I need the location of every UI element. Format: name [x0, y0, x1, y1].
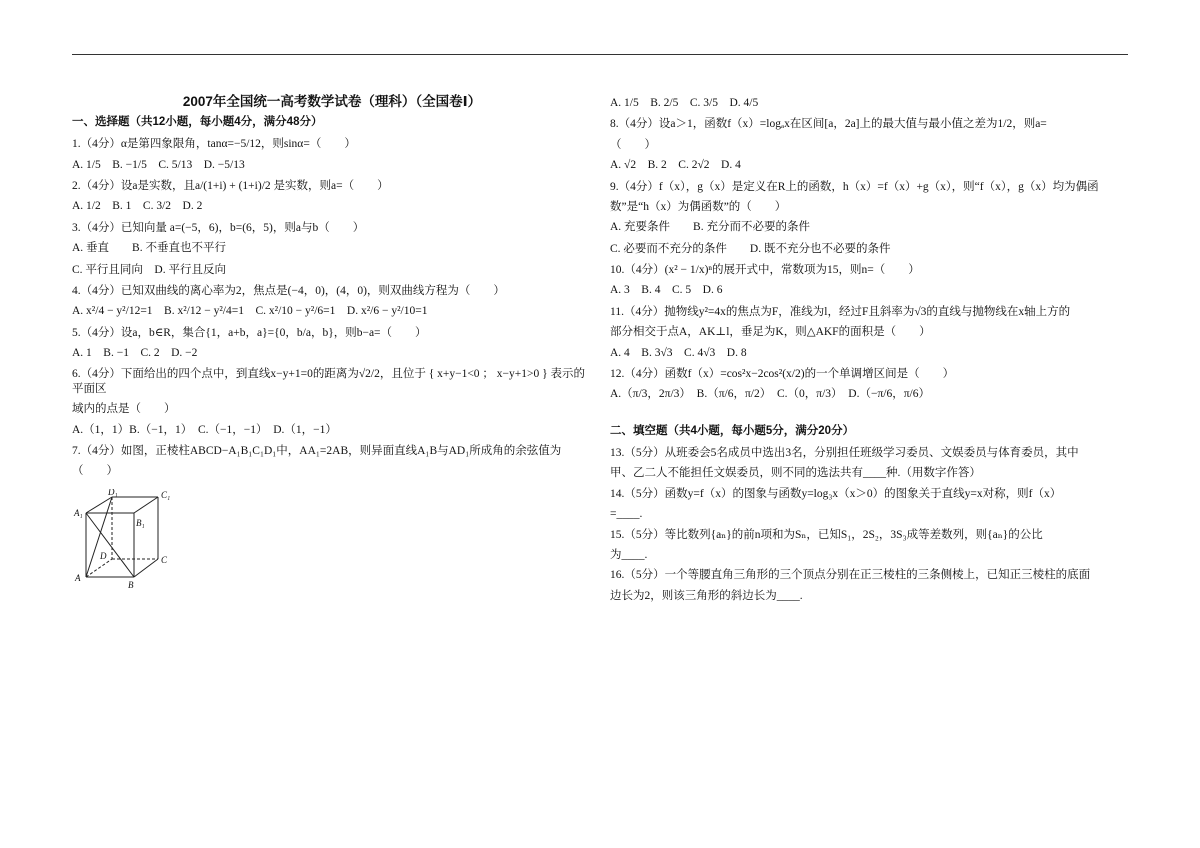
question-12: 12.（4分）函数f（x）=cos²x−2cos²(x/2)的一个单调增区间是（ ） — [610, 367, 955, 380]
question-6-options: A.（1，1）B.（−1，1） C.（−1，−1） D.（1，−1） — [72, 423, 337, 436]
question-7-options: A. 1/5 B. 2/5 C. 3/5 D. 4/5 — [610, 97, 759, 109]
label-c: C — [161, 554, 168, 565]
question-7: 7.（4分）如图，正棱柱ABCD−A₁B₁C₁D₁中，AA₁=2AB，则异面直线A₁B与AD₁所成角的余弦值为 — [72, 444, 562, 457]
question-7-continued: （ ） — [72, 465, 118, 478]
prism-figure — [72, 489, 182, 589]
question-5-options: A. 1 B. −1 C. 2 D. −2 — [72, 347, 198, 359]
label-a1: A₁ — [74, 507, 83, 518]
question-11-options: A. 4 B. 3√3 C. 4√3 D. 8 — [610, 346, 747, 359]
question-6: 6.（4分）下面给出的四个点中，到直线x−y+1=0的距离为√2/2，且位于 { x+y−1<0 ； x−y+1>0 } 表示的平面区 — [72, 368, 586, 395]
question-9-continued: 数”是“h（x）为偶函数”的（ ） — [610, 200, 787, 213]
question-11: 11.（4分）抛物线y²=4x的焦点为F，准线为l，经过F且斜率为√3的直线与抛物线在x轴上方的 — [610, 305, 1071, 318]
question-10: 10.（4分）(x² − 1/x)ⁿ的展开式中，常数项为15，则n=（ ） — [610, 264, 920, 276]
question-16-continued: 边长为2，则该三角形的斜边长为____. — [610, 589, 803, 602]
label-b: B — [128, 579, 134, 589]
question-5: 5.（4分）设a，b∈R，集合{1，a+b，a}={0，b/a，b}，则b−a=（ ） — [72, 326, 427, 339]
question-8-options: A. √2 B. 2 C. 2√2 D. 4 — [610, 159, 741, 172]
label-d: D — [100, 550, 107, 561]
question-8: 8.（4分）设a＞1，函数f（x）=logₐx在区间[a，2a]上的最大值与最小值之差为1/2，则a= — [610, 118, 1047, 131]
question-2: 2.（4分）设a是实数，且a/(1+i) + (1+i)/2 是实数，则a=（ ） — [72, 180, 389, 192]
question-4-options: A. x²/4 − y²/12=1 B. x²/12 − y²/4=1 C. x²/10 − y²/6=1 D. x²/6 − y²/10=1 — [72, 305, 428, 318]
paper-title: 2007年全国统一高考数学试卷（理科）（全国卷Ⅰ） — [182, 94, 482, 109]
question-9: 9.（4分）f（x），g（x）是定义在R上的函数，h（x）=f（x）+g（x），则“f（x），g（x）均为偶函 — [610, 180, 1099, 193]
right-column — [610, 84, 1130, 609]
question-13: 13.（5分）从班委会5名成员中选出3名，分别担任班级学习委员、文娱委员与体育委员，其中 — [610, 447, 1079, 459]
question-14: 14.（5分）函数y=f（x）的图象与函数y=log₃x（x＞0）的图象关于直线y=x对称，则f（x） — [610, 487, 1062, 500]
question-1: 1.（4分）α是第四象限角，tanα=−5/12，则sinα=（ ） — [72, 138, 356, 151]
question-1-options: A. 1/5 B. −1/5 C. 5/13 D. −5/13 — [72, 158, 245, 171]
question-12-options: A.（π/3，2π/3） B.（π/6，π/2） C.（0，π/3） D.（−π/6，π/6） — [610, 388, 930, 401]
question-16: 16.（5分）一个等腰直角三角形的三个顶点分别在正三棱柱的三条侧棱上，已知正三棱柱的底面 — [610, 569, 1091, 582]
label-b1: B₁ — [136, 517, 145, 528]
section-heading-choice: 一、选择题（共12小题，每小题4分，满分48分） — [72, 115, 323, 128]
question-15-continued: 为____. — [610, 548, 648, 561]
question-10-options: A. 3 B. 4 C. 5 D. 6 — [610, 284, 723, 297]
question-9-options-b: C. 必要而不充分的条件 D. 既不充分也不必要的条件 — [610, 242, 891, 255]
question-13-continued: 甲、乙二人不能担任文娱委员，则不同的选法共有____种.（用数字作答） — [610, 467, 981, 480]
question-11-continued: 部分相交于点A，AK⊥l，垂足为K，则△AKF的面积是（ ） — [610, 326, 931, 339]
question-9-options-a: A. 充要条件 B. 充分而不必要的条件 — [610, 221, 810, 234]
question-3: 3.（4分）已知向量 a=(−5，6)，b=(6，5)，则a与b（ ） — [72, 221, 365, 234]
question-15: 15.（5分）等比数列{aₙ}的前n项和为Sₙ，已知S₁，2S₂，3S₃成等差数列，则{aₙ}的公比 — [610, 528, 1043, 541]
question-8-continued: （ ） — [610, 138, 656, 151]
left-column — [72, 84, 592, 593]
label-c1: C₁ — [161, 489, 171, 500]
question-3-options-b: C. 平行且同向 D. 平行且反向 — [72, 263, 226, 276]
question-3-options-a: A. 垂直 B. 不垂直也不平行 — [72, 242, 226, 255]
question-14-continued: =____. — [610, 508, 643, 521]
question-4: 4.（4分）已知双曲线的离心率为2，焦点是(−4，0)，(4，0)，则双曲线方程为（ ） — [72, 284, 505, 297]
label-d1: D₁ — [108, 488, 118, 497]
question-2-options: A. 1/2 B. 1 C. 3/2 D. 2 — [72, 200, 203, 213]
top-rule — [72, 54, 1128, 55]
question-6-continued: 域内的点是（ ） — [72, 403, 176, 416]
label-a: A — [75, 572, 81, 583]
section-heading-fill: 二、填空题（共4小题，每小题5分，满分20分） — [610, 424, 855, 437]
